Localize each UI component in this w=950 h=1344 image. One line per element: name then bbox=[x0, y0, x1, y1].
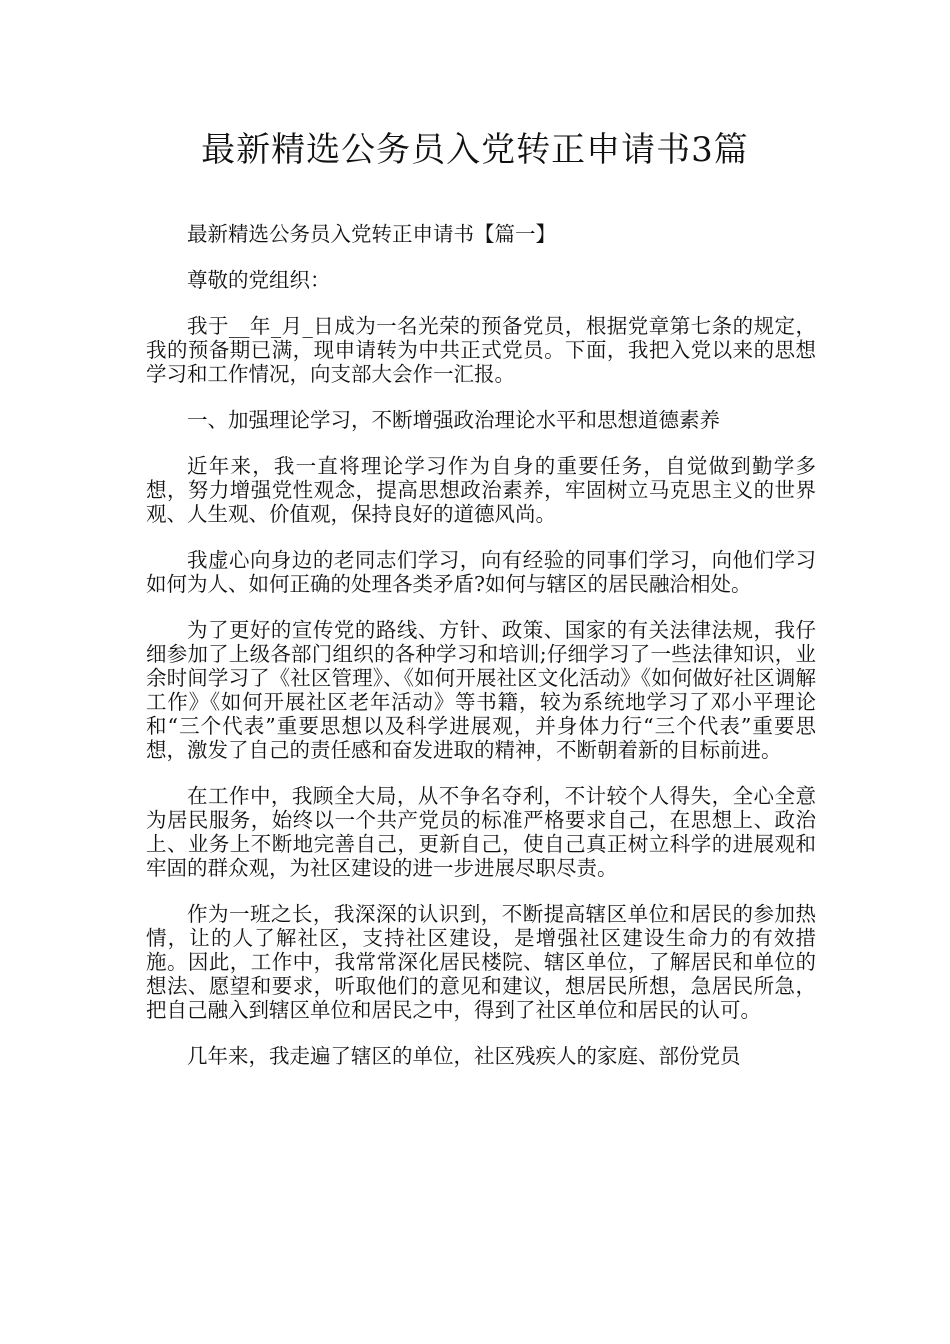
paragraph-learn-from-colleagues: 我虚心向身边的老同志们学习，向有经验的同事们学习，向他们学习如何为人、如何正确的处理各类矛盾?如何与辖区的居民融洽相处。 bbox=[146, 548, 816, 596]
paragraph-leadership: 作为一班之长，我深深的认识到，不断提高辖区单位和居民的参加热情，让的人了解社区，支持社区建设，是增强社区建设生命力的有效措施。因此，工作中，我常常深化居民楼院、辖区单位，了解居民和单位的想法、愿望和要求，听取他们的意见和建议，想居民所想，急居民所急，把自己融入到辖区单位和居民之中，得到了社区单位和居民的认可。 bbox=[146, 902, 816, 1022]
document-body bbox=[146, 222, 816, 1090]
paragraph-training: 为了更好的宣传党的路线、方针、政策、国家的有关法律法规，我仔细参加了上级各部门组织的各种学习和培训;仔细学习了一些法律知识，业余时间学习了《社区管理》、《如何开展社区文化活动》《如何做好社区调解工作》《如何开展社区老年活动》等书籍，较为系统地学习了邓小平理论和“三个代表”重要思想以及科学进展观，并身体力行“三个代表”重要思想，激发了自己的责任感和奋发进取的精神，不断朝着新的目标前进。 bbox=[146, 618, 816, 762]
paragraph-work-attitude: 在工作中，我顾全大局，从不争名夺利，不计较个人得失，全心全意为居民服务，始终以一个共产党员的标准严格要求自己，在思想上、政治上、业务上不断地完善自己，更新自己，使自己真正树立科学的进展观和牢固的群众观，为社区建设的进一步进展尽职尽责。 bbox=[146, 784, 816, 880]
salutation: 尊敬的党组织： bbox=[187, 268, 331, 292]
document-title: 最新精选公务员入党转正申请书3篇 bbox=[201, 130, 749, 170]
paragraph-visits: 几年来，我走遍了辖区的单位，社区残疾人的家庭、部份党员 bbox=[187, 1044, 741, 1068]
paragraph-theory-study: 近年来，我一直将理论学习作为自身的重要任务，自觉做到勤学多想，努力增强党性观念，提高思想政治素养，牢固树立马克思主义的世界观、人生观、价值观，保持良好的道德风尚。 bbox=[146, 454, 816, 526]
paragraph-intro: 我于__年_月_日成为一名光荣的预备党员，根据党章第七条的规定，我的预备期已满，现申请转为中共正式党员。下面，我把入党以来的思想学习和工作情况，向支部大会作一汇报。 bbox=[146, 314, 816, 386]
subheading-theory-study: 一、加强理论学习，不断增强政治理论水平和思想道德素养 bbox=[187, 408, 720, 432]
section-heading-part-one: 最新精选公务员入党转正申请书【篇一】 bbox=[187, 222, 556, 246]
